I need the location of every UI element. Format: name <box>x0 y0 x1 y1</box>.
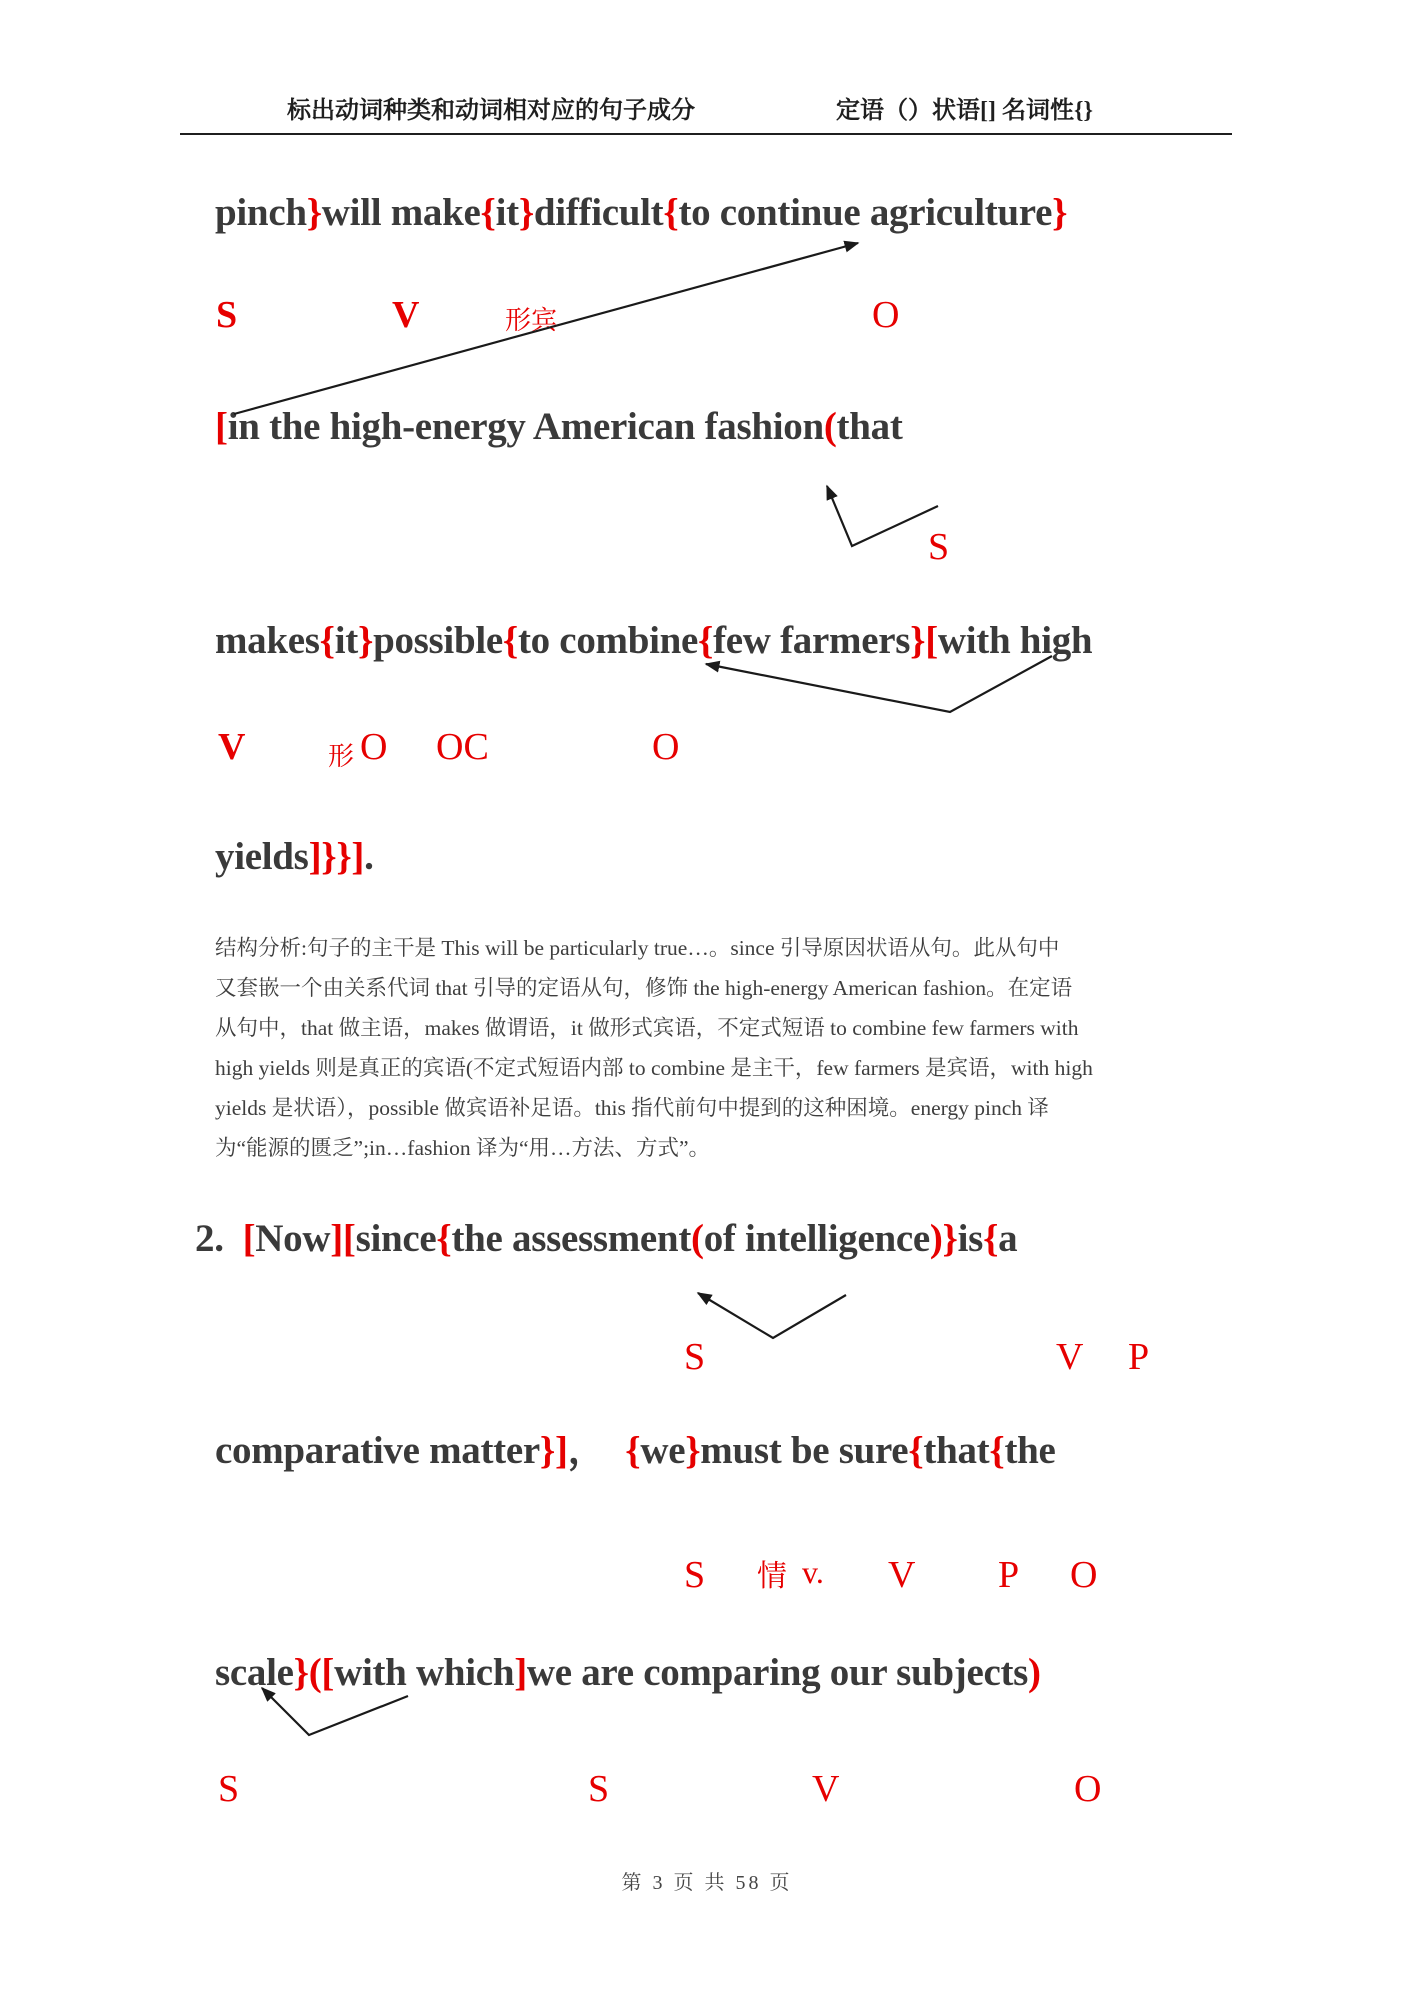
bracket-marking: } <box>357 619 374 662</box>
sentence-text: it <box>334 619 358 662</box>
grammar-label-object: O <box>652 726 680 768</box>
analysis-line: 为“能源的匮乏”;in…fashion 译为“用…方法、方式”。 <box>215 1136 711 1160</box>
grammar-label-object-complement: OC <box>436 726 489 768</box>
bracket-marking: ( <box>823 405 837 448</box>
sentence-text: that <box>836 405 903 448</box>
bracket-marking: ( <box>691 1217 704 1260</box>
sentence-text: with which <box>334 1651 515 1694</box>
sentence-text: in the high-energy American fashion <box>227 405 824 448</box>
sentence-text: that <box>923 1429 990 1472</box>
grammar-label-predicative: P <box>998 1554 1020 1596</box>
bracket-marking: { <box>989 1429 1005 1472</box>
bracket-marking: { <box>502 619 518 662</box>
sentence2-line3 <box>215 1650 1041 1697</box>
bracket-marking: } <box>518 191 534 234</box>
sentence-text: the assessment <box>451 1217 691 1260</box>
sentence-text: it <box>495 191 519 234</box>
sentence-text: Now <box>255 1217 331 1260</box>
sentence-text: difficult <box>533 191 664 234</box>
grammar-label-subject: S <box>588 1768 610 1810</box>
bracket-marking: { <box>698 619 714 662</box>
bracket-marking: ][ <box>330 1217 356 1260</box>
bracket-marking: } <box>306 191 322 234</box>
sentence-text: we are comparing our subjects <box>526 1651 1029 1694</box>
sentence-text: comparative matter <box>215 1429 540 1472</box>
bracket-marking: { <box>663 191 679 234</box>
bracket-marking: ] <box>514 1651 527 1694</box>
header-rule <box>180 133 1232 135</box>
bracket-marking: } <box>685 1429 701 1472</box>
sentence-text: we <box>640 1429 686 1472</box>
grammar-label-verb: V <box>888 1554 916 1596</box>
header-marking-legend: 定语（）状语[] 名词性{} <box>836 98 1093 124</box>
sentence-text: . <box>364 835 374 878</box>
bracket-marking: }([ <box>293 1651 335 1694</box>
bracket-marking: { <box>983 1217 999 1260</box>
grammar-label-predicative: P <box>1128 1336 1150 1378</box>
sentence-text: is <box>957 1217 984 1260</box>
bracket-marking: } <box>910 619 926 662</box>
sentence-text: makes <box>215 619 320 662</box>
sentence-text: of intelligence <box>703 1217 930 1260</box>
grammar-label-verb: V <box>392 294 420 336</box>
grammar-label-verb: V <box>218 726 246 768</box>
header-instruction: 标出动词种类和动词相对应的句子成分 <box>287 98 695 124</box>
sentence-text: to combine <box>517 619 699 662</box>
bracket-marking: } <box>1052 191 1068 234</box>
grammar-label-qing: 情 <box>757 1560 787 1593</box>
grammar-label-subject: S <box>218 1768 240 1810</box>
sentence-text: possible <box>373 619 503 662</box>
grammar-label-xing: 形 <box>328 742 355 771</box>
grammar-label-verb: V <box>812 1768 840 1810</box>
bracket-marking: [ <box>242 1217 256 1260</box>
grammar-label-subject: S <box>928 526 950 568</box>
sentence-text: to continue agriculture <box>678 191 1053 234</box>
sentence-text: 2. <box>195 1217 243 1260</box>
grammar-label-subject: S <box>216 294 238 336</box>
sentence2-line1 <box>195 1216 1017 1263</box>
analysis-line: 从句中，that 做主语，makes 做谓语，it 做形式宾语，不定式短语 to combine few farmers with <box>215 1016 1079 1040</box>
bracket-marking: )} <box>929 1217 958 1260</box>
grammar-label-object: O <box>360 726 388 768</box>
bracket-marking: { <box>908 1429 924 1472</box>
bracket-marking: [ <box>215 405 228 448</box>
grammar-label-vdot: v. <box>802 1554 824 1590</box>
sentence1-line2 <box>215 404 903 451</box>
bracket-marking: { <box>436 1217 452 1260</box>
bracket-marking: { <box>480 191 496 234</box>
sentence-text: a <box>998 1217 1018 1260</box>
bracket-marking: { <box>319 619 335 662</box>
arrow-subject-to-that <box>827 486 938 546</box>
sentence1-line1 <box>215 190 1067 237</box>
bracket-marking: ) <box>1028 1651 1041 1694</box>
analysis-line: 又套嵌一个由关系代词 that 引导的定语从句，修饰 the high-energy American fashion。在定语 <box>215 976 1073 1000</box>
bracket-marking: }] <box>539 1429 568 1472</box>
sentence-text: the <box>1004 1429 1056 1472</box>
grammar-label-object: O <box>1074 1768 1102 1810</box>
grammar-label-xingbin: 形宾 <box>505 306 558 335</box>
analysis-line: high yields 则是真正的宾语(不定式短语内部 to combine 是主干，few farmers 是宾语，with high <box>215 1056 1093 1080</box>
sentence1-line3 <box>215 618 1092 665</box>
sentence-text: scale <box>215 1651 294 1694</box>
bracket-marking: { <box>625 1429 641 1472</box>
grammar-label-subject: S <box>684 1554 706 1596</box>
sentence-text: with high <box>937 619 1093 662</box>
sentence-text: will make <box>321 191 481 234</box>
sentence2-line2 <box>215 1428 1056 1475</box>
analysis-line: yields 是状语），possible 做宾语补足语。this 指代前句中提到的这种困境。energy pinch 译 <box>215 1096 1049 1120</box>
sentence-text: ， <box>567 1429 626 1472</box>
sentence1-line4 <box>215 834 374 881</box>
grammar-label-object: O <box>1070 1554 1098 1596</box>
sentence-text: pinch <box>215 191 307 234</box>
bracket-marking: [ <box>925 619 938 662</box>
analysis-line: 结构分析:句子的主干是 This will be particularly true…。since 引导原因状语从句。此从句中 <box>215 936 1060 960</box>
page-number: 第 3 页 共 58 页 <box>621 1872 793 1894</box>
grammar-label-object: O <box>872 294 900 336</box>
sentence-text: since <box>355 1217 437 1260</box>
grammar-label-verb: V <box>1056 1336 1084 1378</box>
sentence-text: must be sure <box>700 1429 909 1472</box>
sentence-text: few farmers <box>713 619 911 662</box>
arrow-subject-to-assessment <box>698 1293 846 1338</box>
grammar-label-subject: S <box>684 1336 706 1378</box>
sentence-text: yields <box>215 835 309 878</box>
bracket-marking: ]}}] <box>308 835 365 878</box>
